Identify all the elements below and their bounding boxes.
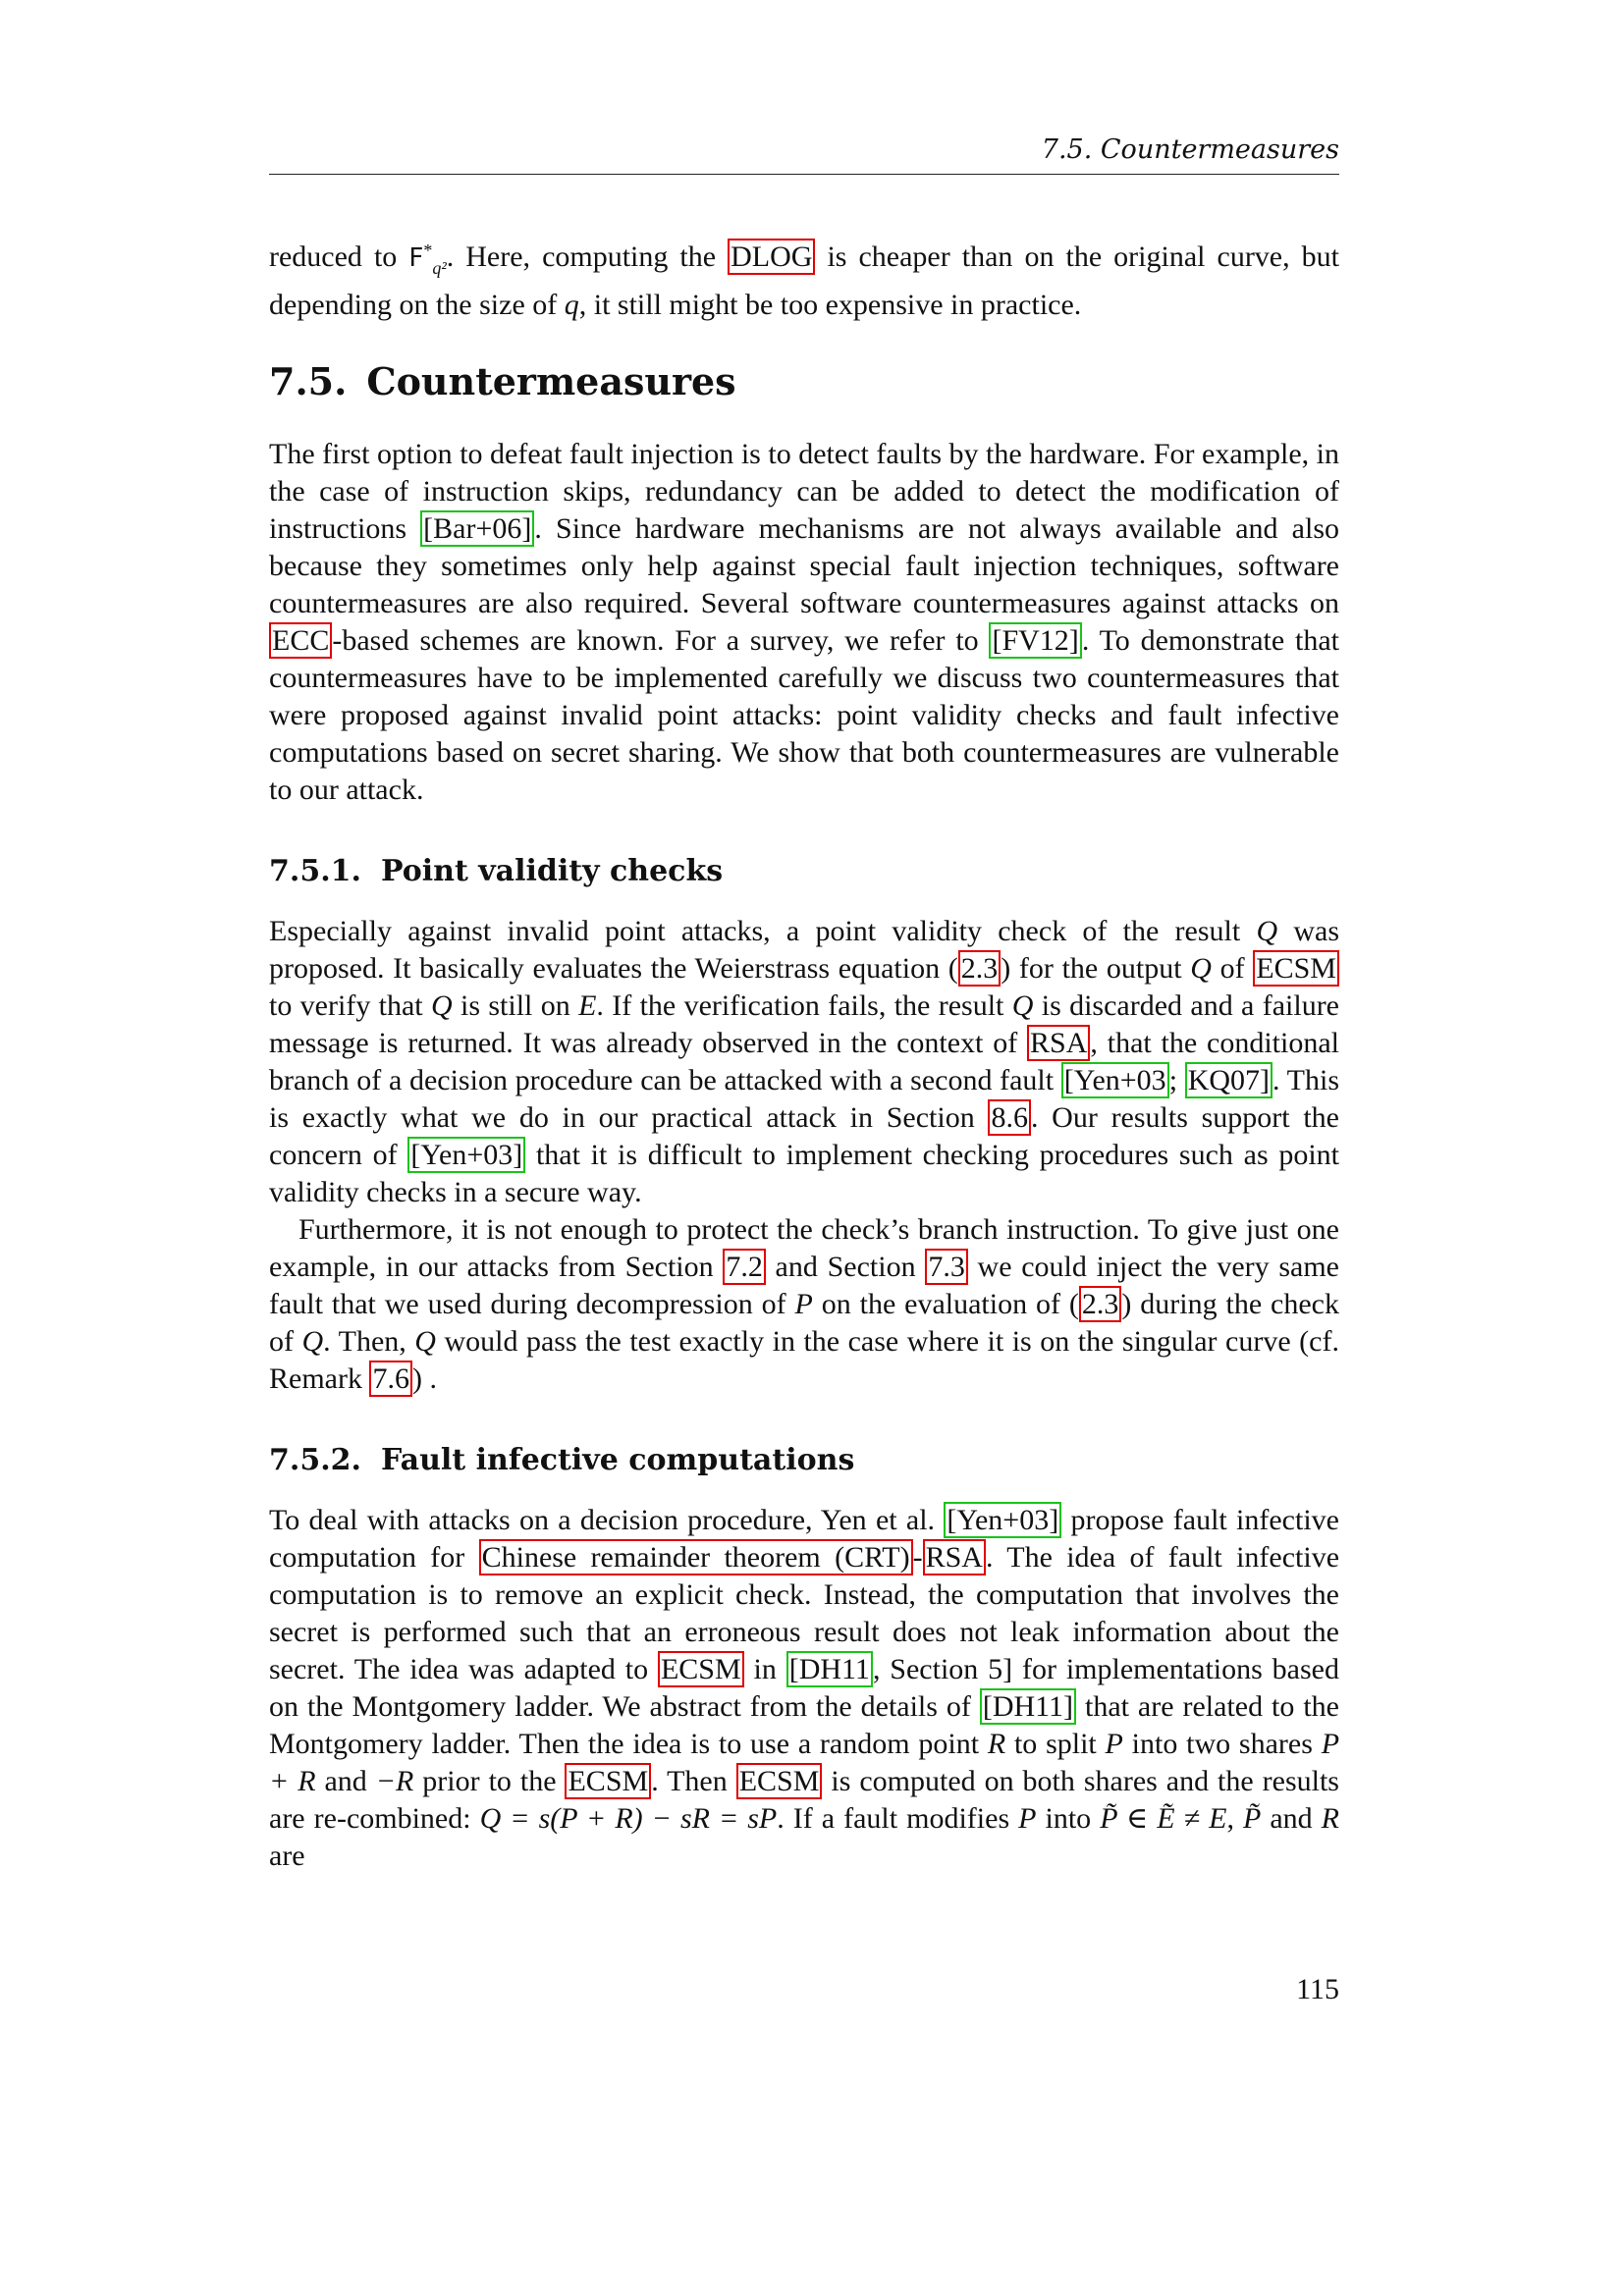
subsection-heading-fault-infective: 7.5.2. Fault infective computations bbox=[269, 1443, 855, 1477]
page-number: 115 bbox=[1296, 1973, 1339, 2005]
section-link-7-3[interactable]: 7.3 bbox=[925, 1249, 968, 1285]
citation-link-yen03-third[interactable]: [Yen+03] bbox=[944, 1502, 1061, 1538]
citation-link-bar06[interactable]: [Bar+06] bbox=[420, 510, 534, 547]
acronym-link-dlog[interactable]: DLOG bbox=[728, 239, 815, 275]
equation-link-2-3-second[interactable]: 2.3 bbox=[1079, 1286, 1122, 1322]
section-link-7-2[interactable]: 7.2 bbox=[723, 1249, 766, 1285]
subsection-heading-point-validity: 7.5.1. Point validity checks bbox=[269, 854, 724, 888]
acronym-link-crt[interactable]: Chinese remainder theorem (CRT) bbox=[479, 1539, 913, 1575]
running-header: 7.5. Countermeasures bbox=[1041, 134, 1339, 165]
fault-infective-paragraph: To deal with attacks on a decision procedure, Yen et al. [Yen+03] propose fault infective computation for Chinese remainder theorem (CRT) - RSA . The idea of fault infective computation is to remove an explicit check. Instead, the computation that involves the secret is performed such that an erroneous result does not leak information about the secret. The idea was adapted to ECSM in [DH11 , Section 5] for implementations based on the Montgomery ladder. We abstract from the details of [DH11] that are related to the Montgomery ladder. Then the idea is to use a random point R to split P into two shares P + R and −R prior to the ECSM . Then ECSM is computed on both shares and the results are re-combined: Q = s(P + R) − sR = sP. If a fault modifies P into P̃ ∈ Ẽ ≠ E, P̃ and R are bbox=[269, 1504, 1340, 1872]
citation-link-yen03[interactable]: [Yen+03 bbox=[1061, 1062, 1169, 1098]
equation-link-2-3[interactable]: 2.3 bbox=[958, 950, 1001, 987]
acronym-link-ecsm-third[interactable]: ECSM bbox=[565, 1763, 651, 1799]
citation-link-kq07[interactable]: KQ07] bbox=[1185, 1062, 1272, 1098]
point-validity-paragraphs: Especially against invalid point attacks, a point validity check of the result Q was proposed. It basically evaluates the Weierstrass equation ( 2.3 ) for the output Q of ECSM to verify that Q is still on E. If the verification fails, the result Q is discarded and a failure message is returned. It was already observed in the context of RSA , that the conditional branch of a decision procedure can be attacked with a second fault [Yen+03 ; KQ07] . This is exactly what we do in our practical attack in Section 8.6 . Our results support the concern of [Yen+03] that it is difficult to implement checking procedures such as point validity checks in a secure way. Furthermore, it is not enough to protect the check’s branch instruction. To give just one example, in our attacks from Section 7.2 and Section 7.3 we could inject the very same fault that we used during decompression of P on the evaluation of ( 2.3 ) during the check of Q. Then, Q would pass the test exactly in the case where it is on the singular curve (cf. Remark 7.6 ) . bbox=[269, 915, 1340, 1395]
acronym-link-ecsm-fourth[interactable]: ECSM bbox=[736, 1763, 823, 1799]
citation-link-fv12[interactable]: [FV12] bbox=[989, 622, 1081, 659]
section-heading: 7.5. Countermeasures bbox=[269, 359, 736, 403]
section-paragraph: The first option to defeat fault injection is to detect faults by the hardware. For example, in the case of instruction skips, redundancy can be added to detect the modification of instructions [Bar+06] . Since hardware mechanisms are not always available and also because they sometimes only help against special fault injection techniques, software countermeasures are also required. Several software countermeasures against attacks on ECC -based schemes are known. For a survey, we refer to [FV12] . To demonstrate that countermeasures have to be implemented carefully we discuss two countermeasures that were proposed against invalid point attacks: point validity checks and fault infective computations based on secret sharing. We show that both countermeasures are vulnerable to our attack. bbox=[269, 438, 1339, 806]
acronym-link-rsa[interactable]: RSA bbox=[1027, 1025, 1090, 1061]
section-link-8-6[interactable]: 8.6 bbox=[988, 1099, 1031, 1136]
citation-link-dh11-second[interactable]: [DH11] bbox=[980, 1688, 1076, 1725]
acronym-link-ecsm-second[interactable]: ECSM bbox=[658, 1651, 744, 1687]
citation-link-yen03-second[interactable]: [Yen+03] bbox=[407, 1137, 525, 1173]
intro-paragraph: reduced to $F^*_{q^2}$. Here, computing the DLOG is cheaper than on the original curve, but depending on the size of q, it still might be too expensive in practice. bbox=[269, 240, 1339, 321]
acronym-link-ecsm[interactable]: ECSM bbox=[1253, 950, 1339, 987]
field-symbol: F bbox=[408, 243, 424, 273]
citation-link-dh11[interactable]: [DH11 bbox=[786, 1651, 873, 1687]
acronym-link-rsa-second[interactable]: RSA bbox=[923, 1539, 986, 1575]
remark-link-7-6[interactable]: 7.6 bbox=[369, 1361, 412, 1397]
acronym-link-ecc[interactable]: ECC bbox=[269, 622, 332, 659]
header-rule bbox=[269, 174, 1339, 175]
